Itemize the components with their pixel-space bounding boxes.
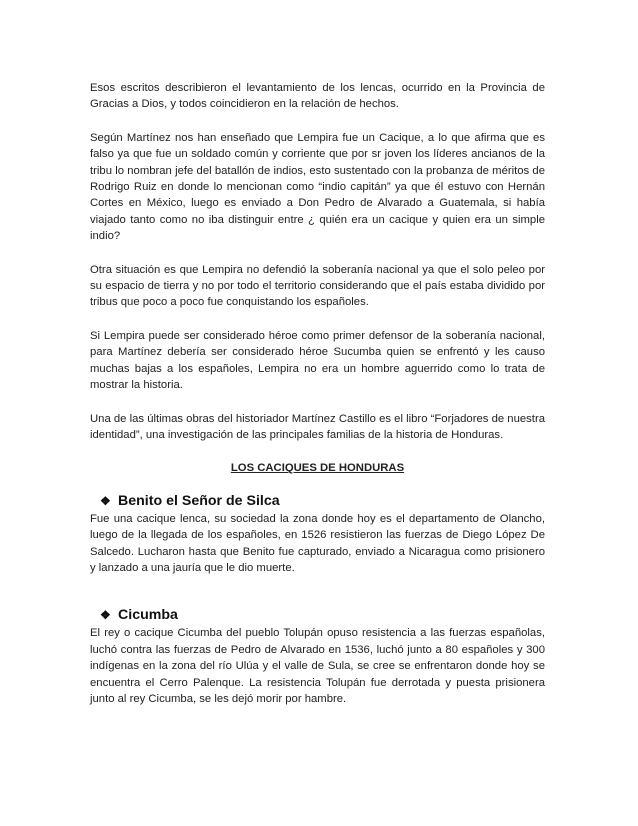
- cacique-name: Benito el Señor de Silca: [118, 492, 280, 509]
- diamond-bullet-icon: ❖: [100, 493, 111, 508]
- paragraph-soberania: Otra situación es que Lempira no defendió la soberanía nacional ya que el solo peleo por su espacio de tierra y no por todo el territorio considerando que el país estaba dividido por tribus que poco a poco fue conquistando los españoles.: [90, 263, 545, 309]
- paragraph-obras: Una de las últimas obras del historiador Martínez Castillo es el libro “Forjadores de nuestra identidad”, una investigación de las principales familias de la historia de Honduras.: [90, 412, 545, 441]
- cacique-description-cicumba: El rey o cacique Cicumba del pueblo Tolupán opuso resistencia a las fuerzas españolas, luchó contra las fuerzas de Pedro de Alvarado en 1536, luchó junto a 80 españoles y 300 indígenas en la zona del río Ulúa y el valle de Sula, se cree se enfrentaron donde hoy se encuentra el Cerro Palenque. La resistencia Tolupán fue derrotada y puesta prisionera junto al rey Cicumba, se les dejó morir por hambre.: [90, 627, 545, 705]
- cacique-heading-cicumba: [100, 606, 545, 624]
- document-body: [90, 80, 545, 724]
- paragraph-heroe: Si Lempira puede ser considerado héroe como primer defensor de la soberanía nacional, para Martínez debería ser considerado héroe Sucumba quien se enfrentó y les causo muchas bajas a los españoles, Lempira no era un hombre aguerrido como lo trata de mostrar la historia.: [90, 329, 545, 392]
- cacique-name: Cicumba: [118, 607, 178, 624]
- section-title: LOS CACIQUES DE HONDURAS: [230, 462, 405, 475]
- diamond-bullet-icon: ❖: [100, 608, 111, 623]
- paragraph-martinez-lempira: Según Martínez nos han enseñado que Lempira fue un Cacique, a lo que afirma que es falso ya que fue un soldado común y corriente que por sr joven los líderes ancianos de la tribu lo nombran jefe del batallón de indios, esto sustentado con la probanza de méritos de Rodrigo Ruiz en donde lo mencionan como “indio capitán” ya que él estuvo con Hernán Cortes en México, luego es enviado a Don Pedro de Alvarado a Guatemala, si había viajado tanto como no iba distinguir entre ¿ quién era un cacique y quien era un simple indio?: [90, 131, 545, 243]
- cacique-description-benito: Fue una cacique lenca, su sociedad la zona donde hoy es el departamento de Olancho, luego de la llegada de los españoles, en 1526 resistieron las fuerzas de Diego López De Salcedo. Lucharon hasta que Benito fue capturado, enviado a Nicaragua como prisionero y lanzado a una jauría que le dio muerte.: [90, 512, 545, 574]
- cacique-heading-benito: [100, 492, 545, 510]
- paragraph-escritos: Esos escritos describieron el levantamiento de los lencas, ocurrido en la Provincia de Gracias a Dios, y todos coincidieron en la relación de hechos.: [90, 82, 545, 111]
